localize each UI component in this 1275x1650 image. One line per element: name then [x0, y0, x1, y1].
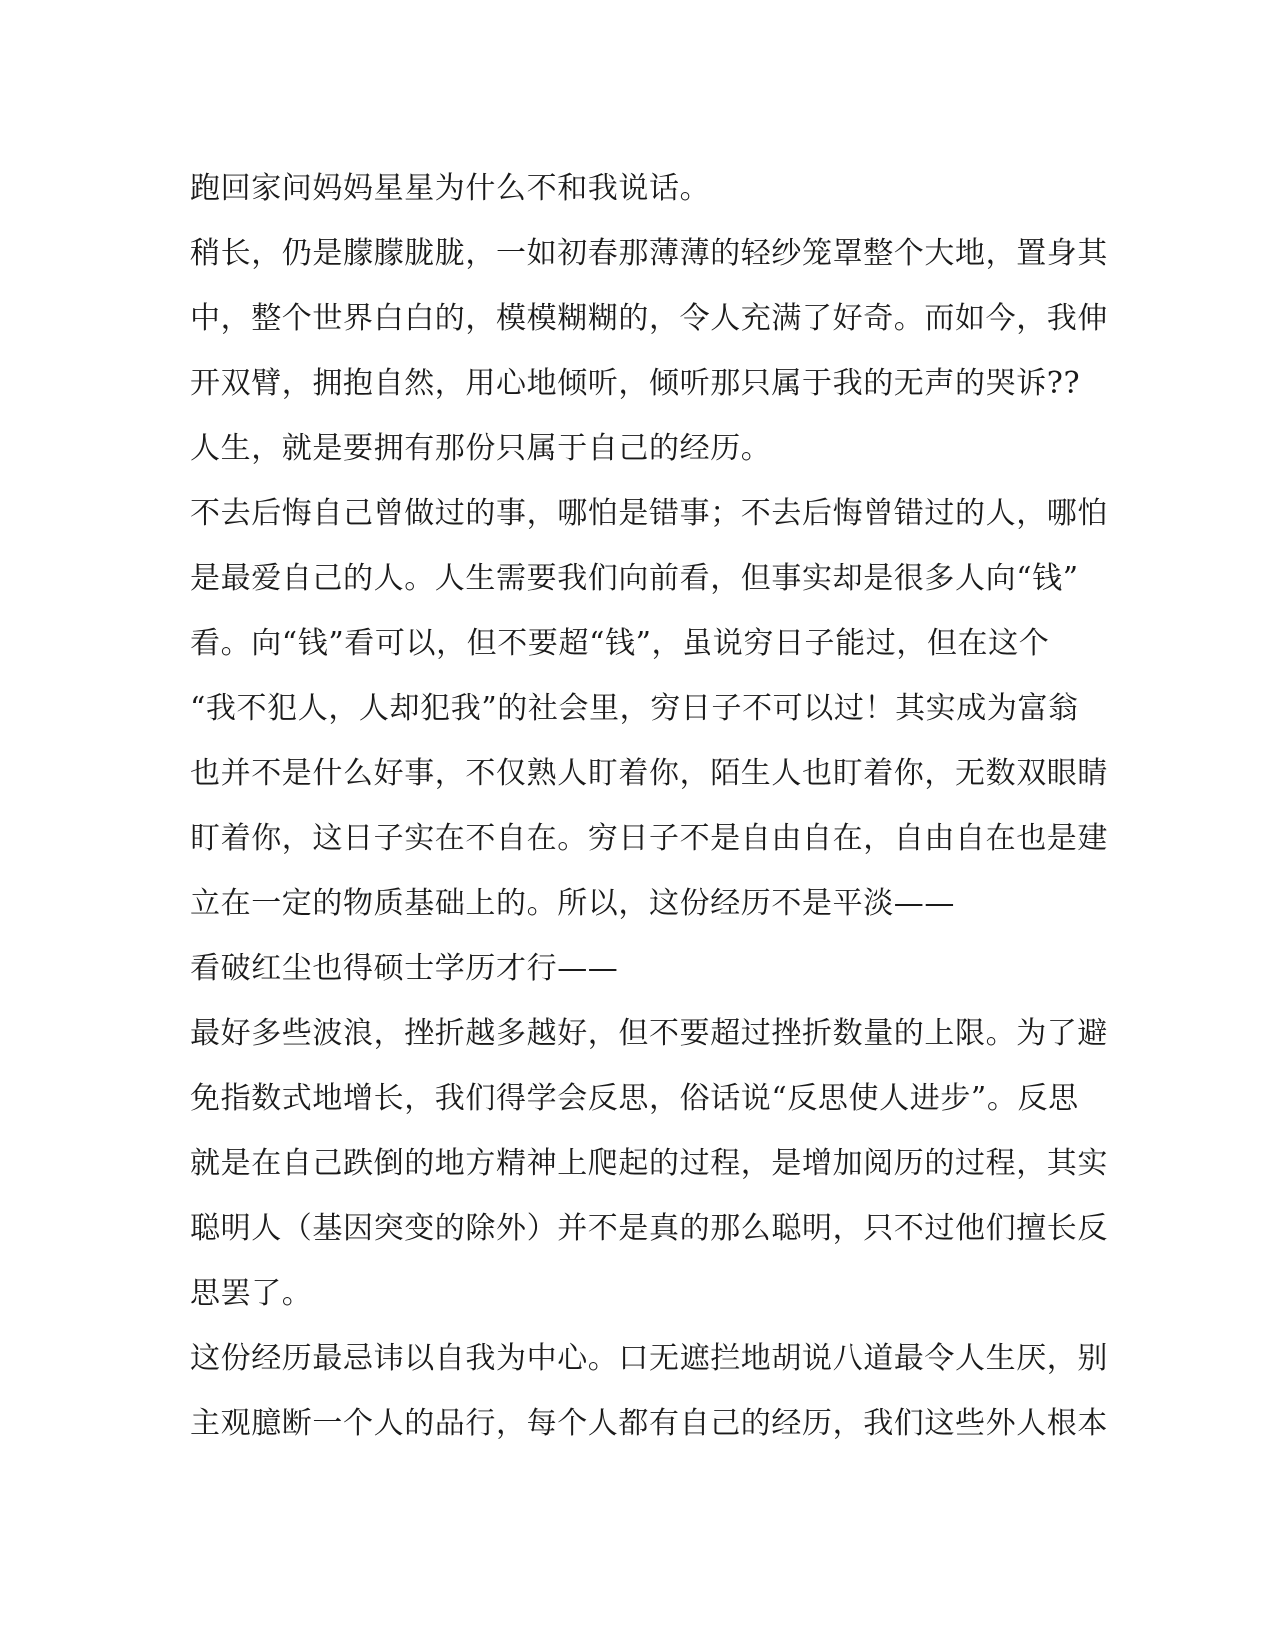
- text-line: 开双臂，拥抱自然，用心地倾听，倾听那只属于我的无声的哭诉??: [190, 366, 1081, 401]
- text-line: 免指数式地增长，我们得学会反思，俗话说“反思使人进步”。反思: [190, 1081, 1079, 1116]
- text-line: 盯着你，这日子实在不自在。穷日子不是自由自在，自由自在也是建: [190, 821, 1108, 856]
- text-line: 跑回家问妈妈星星为什么不和我说话。: [190, 171, 711, 206]
- body-text: [190, 156, 1108, 1456]
- text-line: 是最爱自己的人。人生需要我们向前看，但事实却是很多人向“钱”: [190, 561, 1079, 596]
- text-line: 不去后悔自己曾做过的事，哪怕是错事；不去后悔曾错过的人，哪怕: [190, 496, 1108, 531]
- text-line: 最好多些波浪，挫折越多越好，但不要超过挫折数量的上限。为了避: [190, 1016, 1108, 1051]
- text-line: 聪明人（基因突变的除外）并不是真的那么聪明，只不过他们擅长反: [190, 1211, 1108, 1246]
- text-line: “我不犯人，人却犯我”的社会里，穷日子不可以过！其实成为富翁: [190, 691, 1079, 726]
- text-line: 这份经历最忌讳以自我为中心。口无遮拦地胡说八道最令人生厌，别: [190, 1341, 1108, 1376]
- text-line: 就是在自己跌倒的地方精神上爬起的过程，是增加阅历的过程，其实: [190, 1146, 1108, 1181]
- text-line: 主观臆断一个人的品行，每个人都有自己的经历，我们这些外人根本: [190, 1406, 1108, 1441]
- text-line: 看破红尘也得硕士学历才行——: [190, 951, 619, 986]
- text-line: 看。向“钱”看可以，但不要超“钱”，虽说穷日子能过，但在这个: [190, 626, 1050, 661]
- text-line: 中，整个世界白白的，模模糊糊的，令人充满了好奇。而如今，我伸: [190, 301, 1108, 336]
- text-line: 稍长，仍是朦朦胧胧，一如初春那薄薄的轻纱笼罩整个大地，置身其: [190, 236, 1108, 271]
- text-line: 思罢了。: [190, 1276, 313, 1311]
- text-line: 立在一定的物质基础上的。所以，这份经历不是平淡——: [190, 886, 955, 921]
- text-line: 也并不是什么好事，不仅熟人盯着你，陌生人也盯着你，无数双眼睛: [190, 756, 1108, 791]
- text-line: 人生，就是要拥有那份只属于自己的经历。: [190, 431, 772, 466]
